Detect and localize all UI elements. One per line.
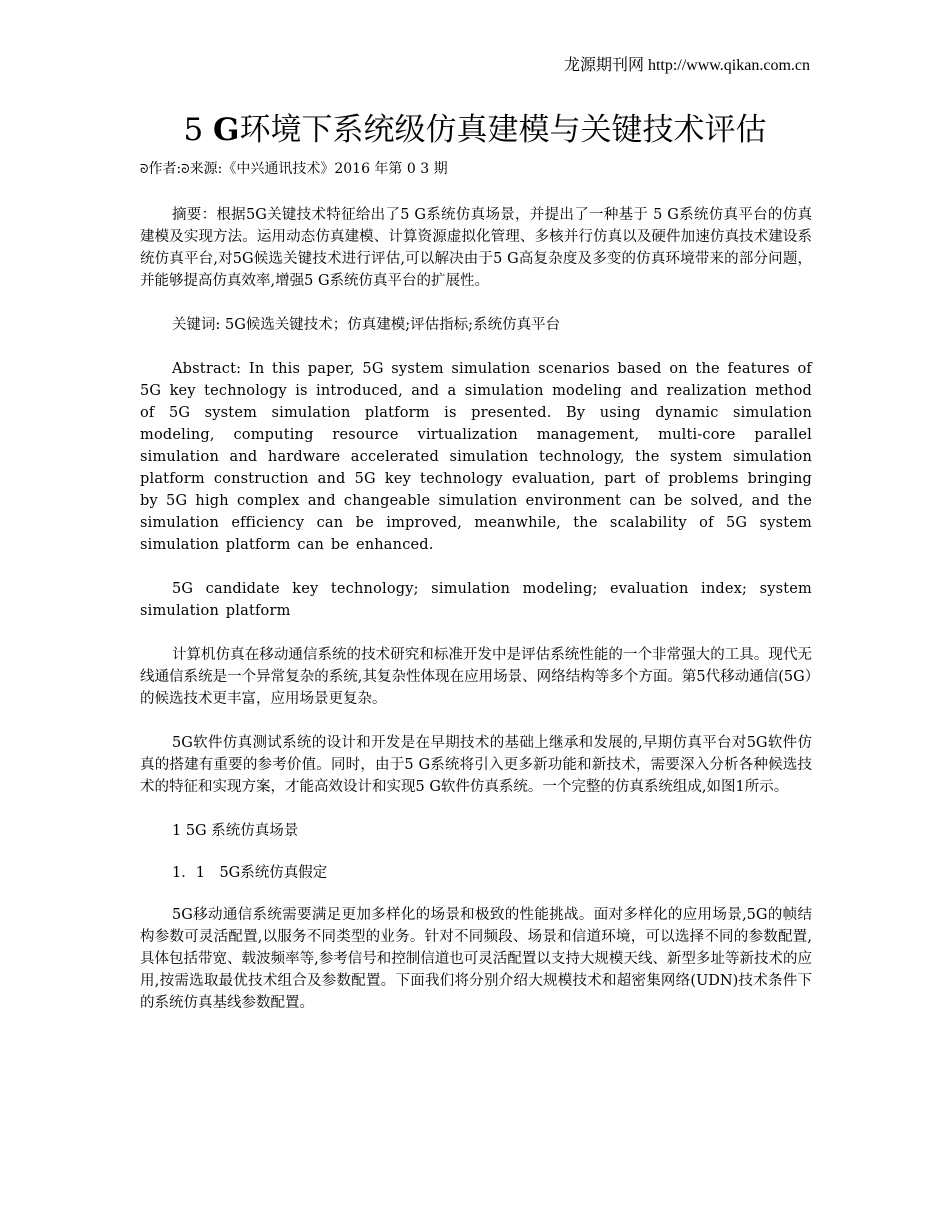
section-heading-1-1: 1．1 5G系统仿真假定: [172, 865, 328, 881]
byline-source: 《中兴通讯技术》2016 年第 0 3 期: [222, 161, 448, 177]
byline-source-label: 来源:: [189, 161, 223, 177]
title-prefix: 5: [183, 112, 214, 148]
article-body: [140, 204, 812, 1036]
page-title: [0, 108, 950, 152]
keywords-en: 5G candidate key technology; simulation modeling; evaluation index; system simulation platform: [140, 581, 812, 619]
title-rest: 环境下系统级仿真建模与关键技术评估: [239, 112, 767, 148]
abstract-en: Abstract: In this paper, 5G system simulation scenarios based on the features of 5G key technology is introduced, and a simulation modeling and realization method of 5G system simulation platform is presented. By using dynamic simulation modeling, computing resource virtualization management, multi-core parallel simulation and hardware accelerated simulation technology, the system simulation platform construction and 5G key technology evaluation, part of problems bringing by 5G high complex and changeable simulation environment can be solved, and the simulation efficiency can be improved, meanwhile, the scalability of 5G system simulation platform can be enhanced.: [140, 361, 812, 553]
byline: [140, 160, 448, 178]
intro-paragraph-2: 5G软件仿真测试系统的设计和开发是在早期技术的基础上继承和发展的,早期仿真平台对5G软件仿真的搭建有重要的参考价值。同时，由于5 G系统将引入更多新功能和新技术，需要深入分析各种候选技术的特征和实现方案，才能高效设计和实现5 G软件仿真系统。一个完整的仿真系统组成,如图1所示。: [140, 735, 812, 795]
abstract-cn: 摘要：根据5G关键技术特征给出了5 G系统仿真场景，并提出了一种基于 5 G系统仿真平台的仿真建模及实现方法。运用动态仿真建模、计算资源虚拟化管理、多核并行仿真以及硬件加速仿真技术建设系统仿真平台,对5G候选关键技术进行评估,可以解决由于5 G高复杂度及多变的仿真环境带来的部分问题，并能够提高仿真效率,增强5 G系统仿真平台的扩展性。: [140, 207, 812, 289]
source-mark-icon: ᘐ: [181, 162, 190, 176]
intro-paragraph-1: 计算机仿真在移动通信系统的技术研究和标准开发中是评估系统性能的一个非常强大的工具。现代无线通信系统是一个异常复杂的系统,其复杂性体现在应用场景、网络结构等多个方面。第5代移动通信(5G）的候选技术更丰富，应用场景更复杂。: [140, 647, 812, 707]
section-heading-1: 1 5G 系统仿真场景: [172, 823, 299, 839]
body-paragraph-1: 5G移动通信系统需要满足更加多样化的场景和极致的性能挑战。面对多样化的应用场景,5G的帧结构参数可灵活配置,以服务不同类型的业务。针对不同频段、场景和信道环境，可以选择不同的参数配置,具体包括带宽、载波频率等,参考信号和控制信道也可灵活配置以支持大规模天线、新型多址等新技术的应用,按需选取最优技术组合及参数配置。下面我们将分别介绍大规模技术和超密集网络(UDN)技术条件下的系统仿真基线参数配置。: [140, 907, 812, 1011]
author-mark-icon: ᘐ: [140, 162, 149, 176]
site-header: 龙源期刊网 http://www.qikan.com.cn: [563, 57, 810, 74]
title-bold-letter: G: [213, 112, 240, 148]
byline-author-label: 作者:: [148, 161, 182, 177]
keywords-cn: 关键词: 5G候选关键技术；仿真建模;评估指标;系统仿真平台: [172, 317, 561, 333]
